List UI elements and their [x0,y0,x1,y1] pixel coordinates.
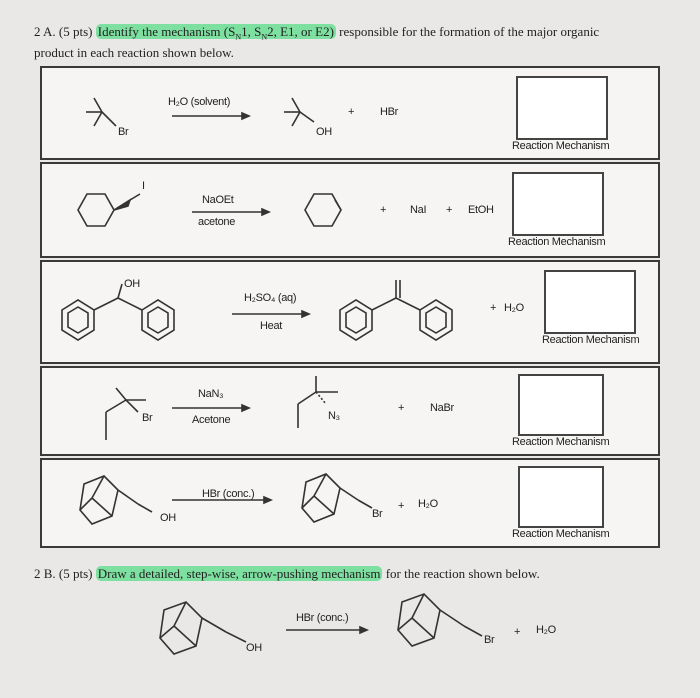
reaction-2-plus-1: + [380,204,387,216]
part-b-prefix: 2 B. [34,566,59,581]
reaction-5-product-label: Br [372,508,383,520]
part-b-rest: for the reaction shown below. [382,566,540,581]
part-b-plus: + [514,626,521,638]
part-a-line1-end: responsible for the formation of the major organic [335,24,600,39]
part-b-points: (5 pts) [58,566,93,581]
reaction-1-reagent: H₂O (solvent) [168,96,231,108]
reaction-2-reactant-label: I [142,180,145,192]
reaction-3-reagent-top: H₂SO₄ (aq) [244,292,297,304]
reaction-1-plus: + [348,106,355,118]
reaction-5-reactant-label: OH [160,512,176,524]
reaction-5-byproduct: H₂O [418,498,438,510]
reaction-5-plus: + [398,500,405,512]
reaction-2-plus-2: + [446,204,453,216]
part-b-product-label: Br [484,634,495,646]
reaction-5-reagent: HBr (conc.) [202,488,255,500]
part-a-line2: product in each reaction shown below. [34,44,234,60]
reaction-1-product-label: OH [316,126,332,138]
part-b-highlight: Draw a detailed, step-wise, arrow-pushing mechanism [97,566,381,581]
reaction-2-byproduct-1: NaI [410,204,427,216]
part-b-reagent: HBr (conc.) [296,612,349,624]
part-a-line1-start: 2 A. (5 pts) [34,24,96,39]
reaction-4-plus: + [398,402,405,414]
part-b-reactant-label: OH [246,642,262,654]
reaction-2-byproduct-2: EtOH [468,204,494,216]
reaction-4-reactant-label: Br [142,412,153,424]
reaction-4-byproduct: NaBr [430,402,454,414]
reaction-4-reagent-top: NaN₃ [198,388,224,400]
reaction-3-plus: + [490,302,497,314]
answer-label-4: Reaction Mechanism [512,436,610,448]
answer-label-5: Reaction Mechanism [512,528,610,540]
part-b-byproduct: H₂O [536,624,556,636]
answer-label-3: Reaction Mechanism [542,334,640,346]
answer-label-1: Reaction Mechanism [512,140,610,152]
reaction-2-reagent-top: NaOEt [202,194,234,206]
reaction-4-product-label: N₃ [328,410,340,422]
reaction-3-reactant-label: OH [124,278,140,290]
reaction-3-reagent-bottom: Heat [260,320,283,332]
part-a-highlight: Identify the mechanism ($S_N1$, $S_N2$, E1, or E2) [97,24,334,42]
reaction-3-byproduct: H₂O [504,302,524,314]
reaction-4-reagent-bottom: Acetone [192,414,231,426]
reaction-2-reagent-bottom: acetone [198,216,236,228]
reaction-1-reactant-label: Br [118,126,129,138]
reaction-1-byproduct: HBr [380,106,399,118]
answer-label-2: Reaction Mechanism [508,236,606,248]
